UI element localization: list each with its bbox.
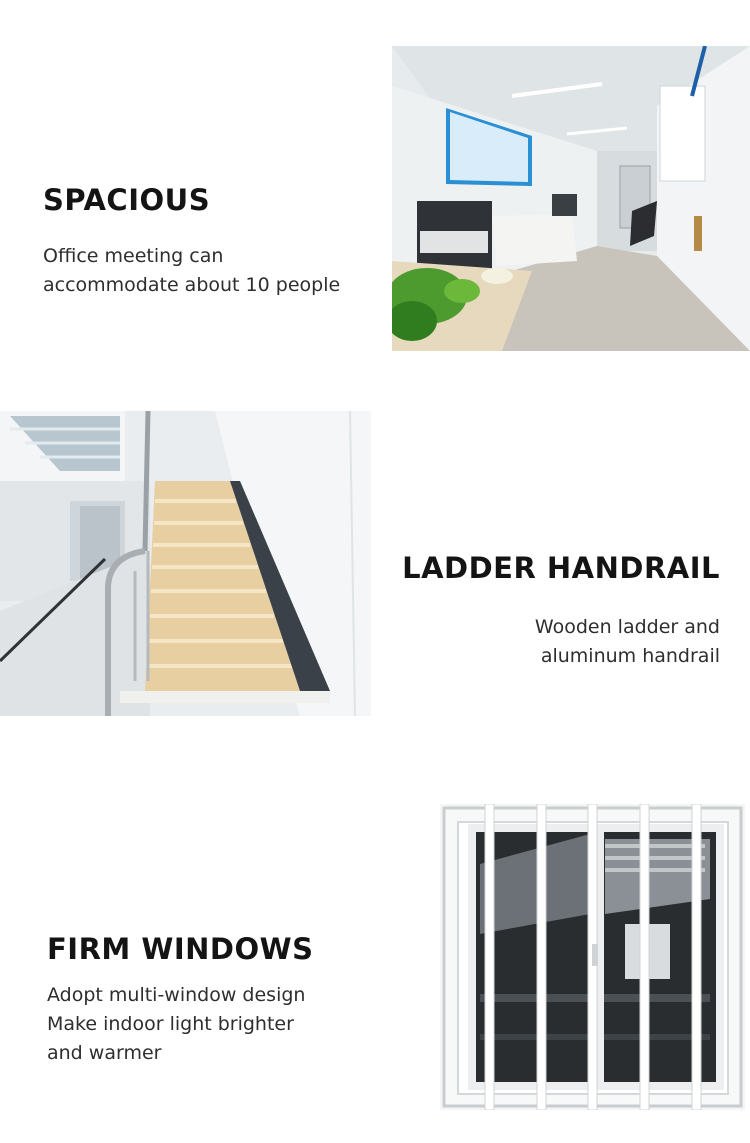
section-heading: FIRM WINDOWS [47, 932, 314, 966]
office-interior-photo [392, 46, 750, 351]
description-line: and warmer [47, 1042, 162, 1064]
description-line: aluminum handrail [540, 645, 720, 667]
staircase-photo [0, 411, 371, 716]
description-line: accommodate about 10 people [43, 274, 341, 296]
section-heading: SPACIOUS [43, 183, 211, 217]
window-photo [440, 804, 745, 1110]
description-line: Wooden ladder and [534, 616, 720, 638]
section-heading: LADDER HANDRAIL [402, 551, 720, 585]
section-description [535, 613, 720, 671]
section-description [43, 242, 340, 300]
description-line: Adopt multi-window design [47, 984, 306, 1006]
description-line: Make indoor light brighter [47, 1013, 294, 1035]
description-line: Office meeting can [43, 245, 224, 267]
section-description [47, 981, 305, 1068]
